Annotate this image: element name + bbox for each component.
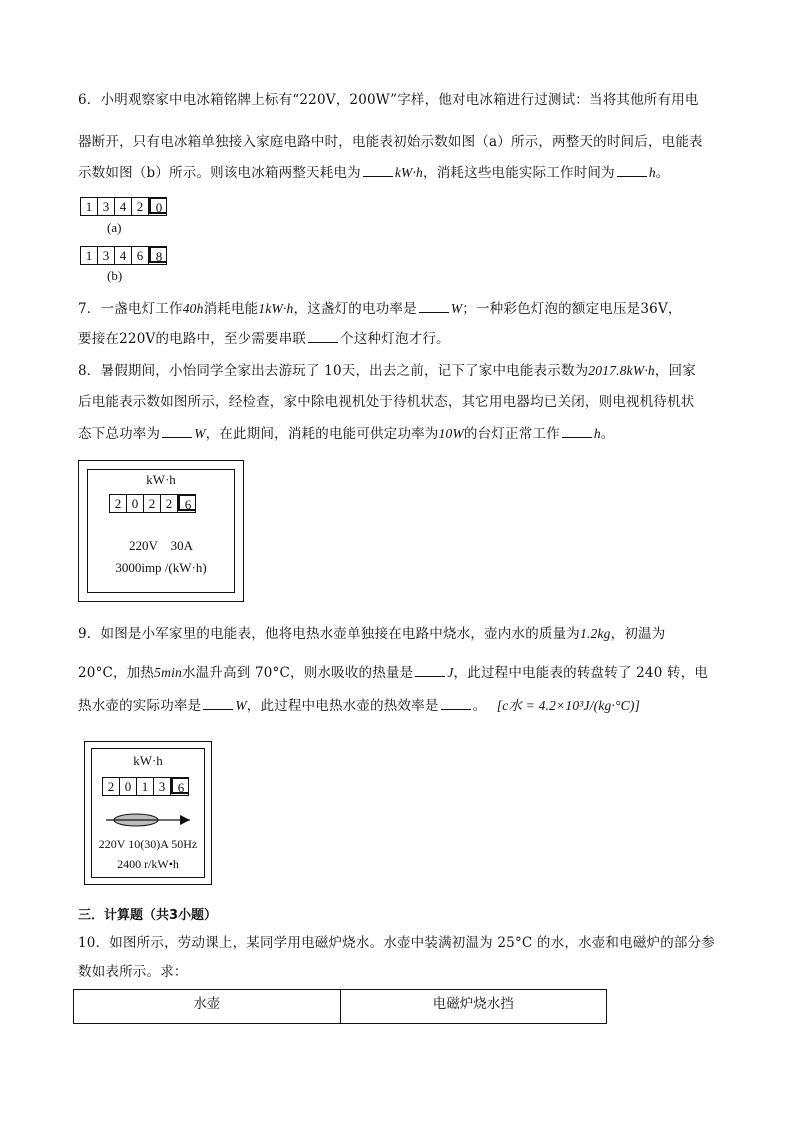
rotating-disc-icon	[106, 811, 196, 829]
digit: 3	[98, 198, 115, 215]
q7-text-h: 个这种灯泡才行。	[340, 331, 450, 347]
q9-text-g: ，此过程中电热水壶的热效率是	[246, 698, 439, 714]
q8-text-c: 态下总功率为	[78, 426, 161, 442]
digit: 2	[144, 495, 161, 512]
q8-text-d: ，在此期间，消耗的电能可供定功率为	[205, 426, 439, 442]
q9-text-d: 水温升高到 70°C，则水吸收的热量是	[181, 665, 414, 681]
q9-text-c: 20°C，加热	[78, 665, 155, 681]
q7-value: 40h	[182, 301, 204, 316]
digit: 6	[132, 247, 149, 264]
q9-value: 1.2kg	[580, 626, 611, 641]
q6-line1: 6．小明观察家中电冰箱铭牌上标有“220V，200W”字样，他对电冰箱进行过测试：当将其他所有用电	[78, 92, 699, 108]
q8-text-f: 。	[600, 426, 615, 442]
q7-value: 1kW·h	[258, 301, 294, 316]
q9-value: 5min	[154, 665, 182, 680]
answer-blank[interactable]	[162, 423, 192, 438]
answer-blank[interactable]	[203, 695, 233, 710]
answer-blank[interactable]	[617, 162, 647, 177]
meter-a-caption: (a)	[107, 220, 122, 235]
meter-unit: kW·h	[146, 472, 176, 487]
digit-decimal: 0	[149, 197, 167, 214]
q9-text-f: 热水壶的实际功率是	[78, 698, 202, 714]
q8-line3	[78, 418, 723, 450]
parameter-table	[73, 989, 607, 1024]
digit: 0	[120, 778, 137, 795]
q7-value: 220V	[119, 331, 156, 347]
digit: 3	[98, 247, 115, 264]
q7-line1	[78, 293, 723, 325]
q9-unit: J	[447, 665, 454, 680]
q9-unit: W	[235, 698, 247, 713]
answer-blank[interactable]	[415, 662, 445, 677]
table-row	[74, 990, 607, 1024]
q10-line1: 10．如图所示，劳动课上，某同学用电磁炉烧水。水壶中装满初温为 25°C 的水，水壶和电磁炉的部分参	[78, 935, 716, 951]
q9-line2	[78, 657, 723, 689]
digit-decimal: 6	[171, 777, 189, 794]
q6-line3-text-a: 示数如图（b）所示。则该电冰箱两整天耗电为	[78, 165, 361, 181]
q7-text-f: 要接在	[78, 331, 120, 347]
electric-meter-q8	[78, 460, 244, 602]
q6-unit-h: h	[648, 165, 656, 180]
q9-text-b: ，初温为	[610, 626, 666, 642]
q9-line3	[78, 690, 723, 722]
q9-text-a: 9．如图是小军家里的电能表，他将电热水壶单独接在电路中烧水，壶内水的质量为	[78, 626, 580, 642]
meter-digits	[109, 494, 196, 513]
q7-text-a: 7．一盏电灯工作	[78, 301, 183, 317]
q9-text-e: ，此过程中电能表的转盘转了 240 转，电	[453, 665, 709, 681]
q8-text-a: 8．暑假期间，小怡同学全家出去游玩了 10天，出去之前，记下了家中电能表示数为	[78, 363, 589, 379]
q8-text-e: 的台灯正常工作	[463, 426, 560, 442]
q6-line3-text-b: ，消耗这些电能实际工作时间为	[423, 165, 615, 181]
meter-digits	[102, 777, 189, 796]
q6-unit-kwh: kW·h	[394, 165, 424, 180]
electric-meter-face	[91, 748, 205, 878]
q8-unit: h	[593, 426, 601, 441]
q6-line3	[78, 157, 723, 189]
meter-spec: 220V 10(30)A 50Hz	[98, 837, 198, 851]
q9-line1	[78, 618, 723, 650]
q9-text-h: 。	[472, 698, 487, 714]
digit: 2	[161, 495, 178, 512]
table-header-kettle: 水壶	[74, 990, 341, 1024]
digit: 1	[137, 778, 154, 795]
q6-line3-text-c: 。	[655, 165, 670, 181]
q6-line2: 器断开，只有电冰箱单独接入家庭电路中时，电能表初始示数如图（a）所示，两整天的时间后，电能表	[78, 134, 703, 150]
digit: 2	[103, 778, 120, 795]
table-header-induction-cooker: 电磁炉烧水挡	[340, 990, 607, 1024]
q8-line1	[78, 355, 723, 387]
answer-blank[interactable]	[308, 328, 338, 343]
digit-decimal: 6	[178, 494, 196, 511]
electric-meter-face	[87, 469, 235, 593]
q8-line2: 后电能表示数如图所示，经检查，家中除电视机处于待机状态，其它用电器均已关闭，则电视机待机状	[78, 394, 695, 410]
answer-blank[interactable]	[562, 423, 592, 438]
digit-decimal: 8	[149, 246, 167, 263]
answer-blank[interactable]	[441, 695, 471, 710]
meter-spec: 2400 r/kW•h	[117, 857, 179, 871]
meter-spec: 220V 30A	[128, 538, 194, 553]
meter-unit: kW·h	[133, 753, 163, 768]
q8-unit: W	[194, 426, 206, 441]
digit: 1	[81, 247, 98, 264]
meter-a-digits	[80, 197, 167, 216]
q8-value: 2017.8kW·h	[588, 363, 655, 378]
digit: 3	[154, 778, 171, 795]
q7-text-e: ，	[667, 301, 682, 317]
digit: 2	[110, 495, 127, 512]
specific-heat-formula: [c水 = 4.2×10³J/(kg·°C)]	[496, 698, 641, 713]
digit: 1	[81, 198, 98, 215]
q7-value: 36V	[640, 301, 668, 317]
digit: 0	[127, 495, 144, 512]
digit: 4	[115, 247, 132, 264]
q7-text-b: 消耗电能	[203, 301, 259, 317]
meter-b-caption: (b)	[107, 268, 123, 283]
meter-spec: 3000imp /(kW·h)	[115, 560, 207, 575]
electric-meter-q9	[84, 741, 212, 885]
q8-text-b: ，回家	[654, 363, 696, 379]
answer-blank[interactable]	[419, 298, 449, 313]
digit: 2	[132, 198, 149, 215]
q7-text-d: ；一种彩色灯泡的额定电压是	[462, 301, 641, 317]
digit: 4	[115, 198, 132, 215]
q7-text-c: ，这盏灯的电功率是	[293, 301, 417, 317]
q8-value: 10W	[438, 426, 464, 441]
section-title: 三．计算题（共3小题）	[78, 908, 218, 923]
q7-unit: W	[450, 301, 463, 316]
meter-b-digits	[80, 246, 167, 265]
answer-blank[interactable]	[363, 162, 393, 177]
q7-text-g: 的电路中，至少需要串联	[155, 331, 307, 347]
q7-line2	[78, 323, 723, 355]
q10-line2: 数如表所示。求：	[78, 964, 188, 980]
